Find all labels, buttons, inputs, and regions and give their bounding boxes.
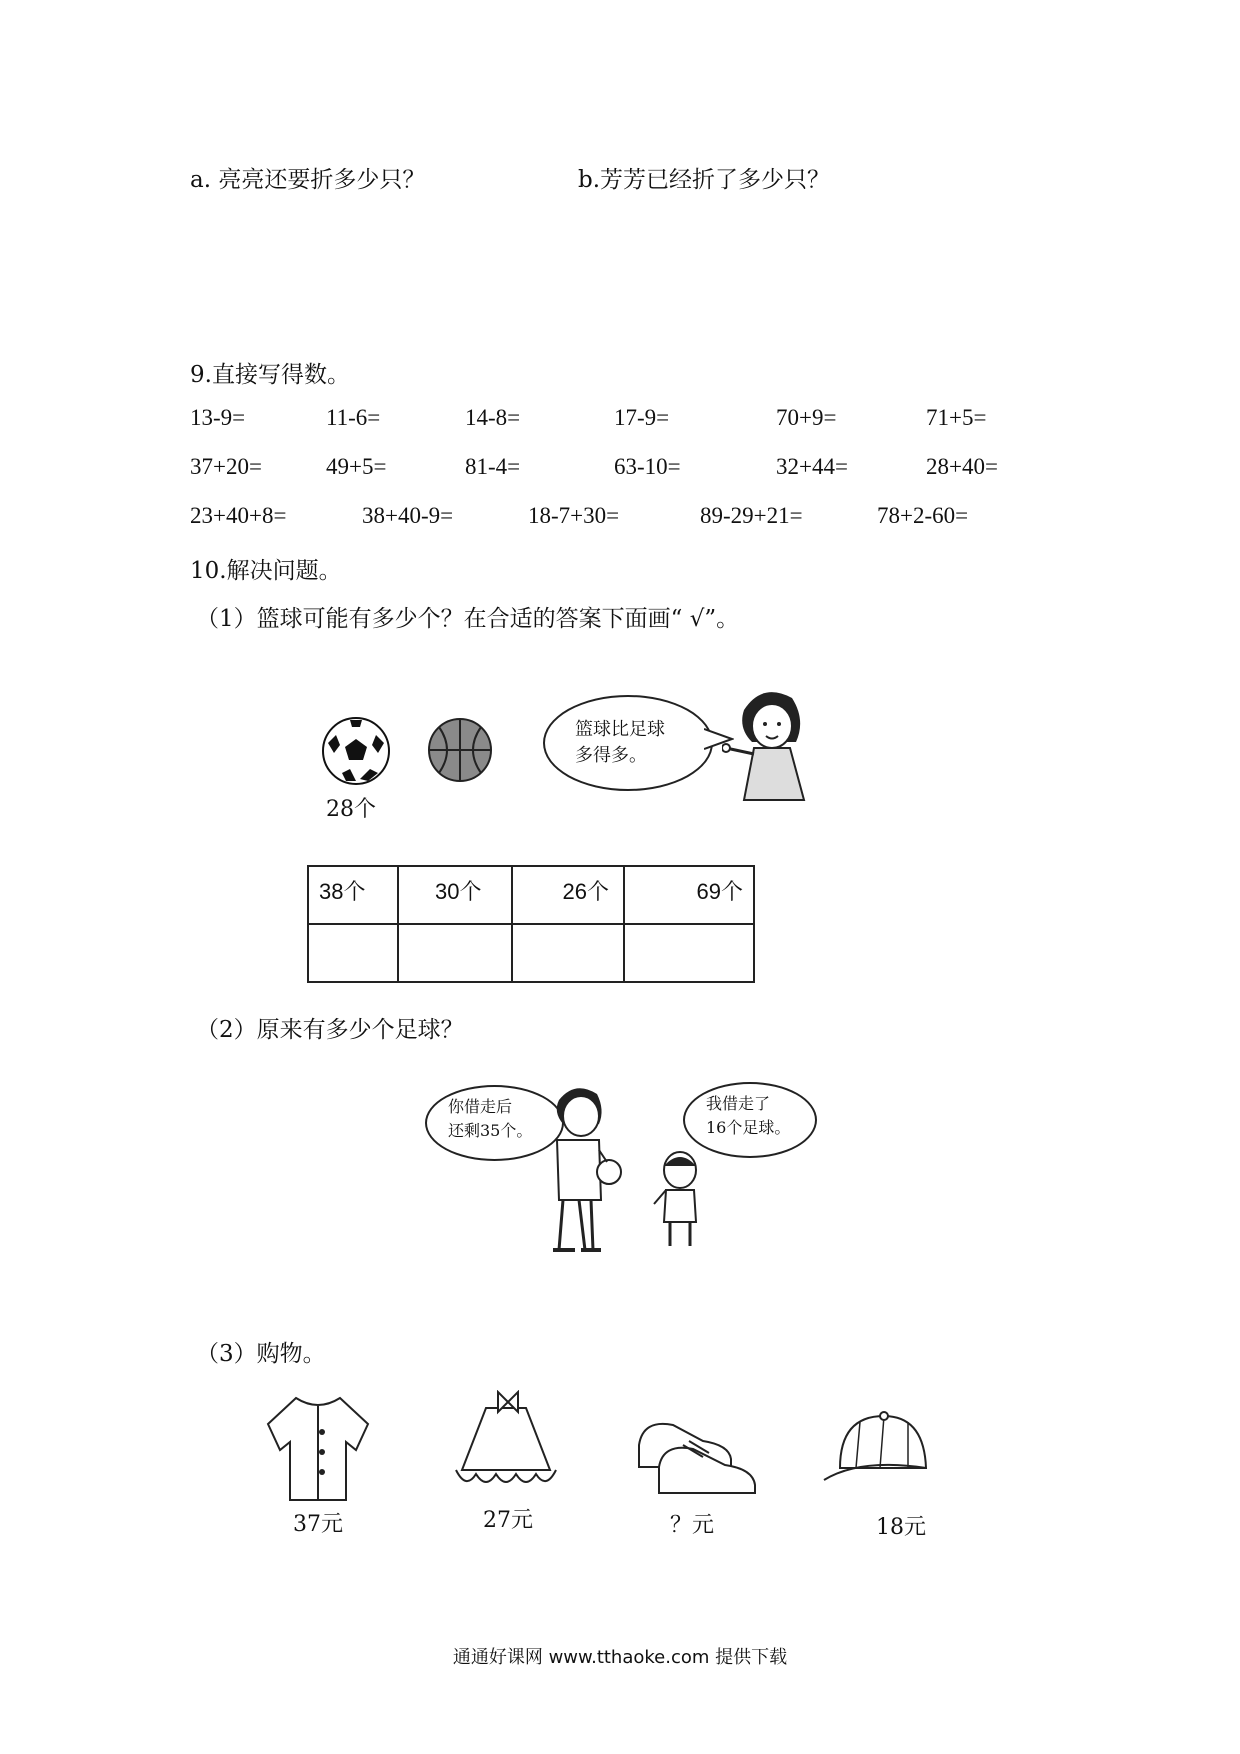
equation: 13-9= [190,405,246,430]
bubble-line: 还剩35个。 [448,1121,533,1140]
question-10-2-text: （2）原来有多少个足球？ [196,1017,464,1043]
equation: 71+5= [926,405,987,430]
bubble-line: 16个足球。 [706,1118,791,1137]
equation: 89-29+21= [700,503,803,528]
answer-options-table [307,865,755,983]
soccer-ball-icon [320,715,392,787]
equation: 49+5= [326,454,387,479]
price-coat: 37元 [293,1512,343,1537]
man-holding-ball-icon [535,1080,625,1256]
page-footer: 通通好课网 www.tthaoke.com 提供下载 [452,1647,788,1668]
question-10-3-text: （3）购物。 [196,1341,326,1367]
equation: 32+44= [776,454,848,479]
bubble-line: 篮球比足球 [575,719,665,740]
question-9-title: 9.直接写得数。 [190,362,350,388]
basketball-icon [425,715,495,785]
bubble-line: 多得多。 [575,745,647,766]
equation: 28+40= [926,454,998,479]
equation: 63-10= [614,454,681,479]
option-cell: 26个 [512,866,624,924]
equation: 38+40-9= [362,503,454,528]
price-skirt: 27元 [483,1508,533,1533]
girl-pointing-icon [722,680,814,802]
soccer-count-label: 28个 [326,797,376,822]
answer-cell[interactable] [624,924,754,982]
bubble-line: 你借走后 [448,1097,513,1116]
equation: 37+20= [190,454,262,479]
equation: 78+2-60= [877,503,969,528]
bubble-line: 我借走了 [706,1094,771,1113]
price-shoes: ？元 [670,1513,715,1538]
question-8b: b.芳芳已经折了多少只？ [578,167,831,193]
equation: 17-9= [614,405,670,430]
coat-icon [258,1388,378,1508]
answer-cell[interactable] [308,924,398,982]
price-cap: 18元 [876,1515,926,1540]
question-10-1-text: （1）篮球可能有多少个？在合适的答案下面画“ √”。 [196,606,740,632]
option-cell: 30个 [398,866,512,924]
option-cell: 69个 [624,866,754,924]
answer-cell[interactable] [512,924,624,982]
shoes-icon [633,1405,763,1505]
cap-icon [820,1410,944,1492]
equation: 11-6= [326,405,381,430]
question-8a: a. 亮亮还要折多少只？ [190,167,426,193]
speech-bubble [543,695,713,791]
equation: 70+9= [776,405,837,430]
equation: 14-8= [465,405,521,430]
question-10-title: 10.解决问题。 [190,558,342,584]
option-cell: 38个 [308,866,398,924]
answer-cell[interactable] [398,924,512,982]
equation: 23+40+8= [190,503,287,528]
boy-icon [650,1150,710,1250]
skirt-icon [446,1390,566,1502]
equation: 18-7+30= [528,503,620,528]
equation: 81-4= [465,454,521,479]
